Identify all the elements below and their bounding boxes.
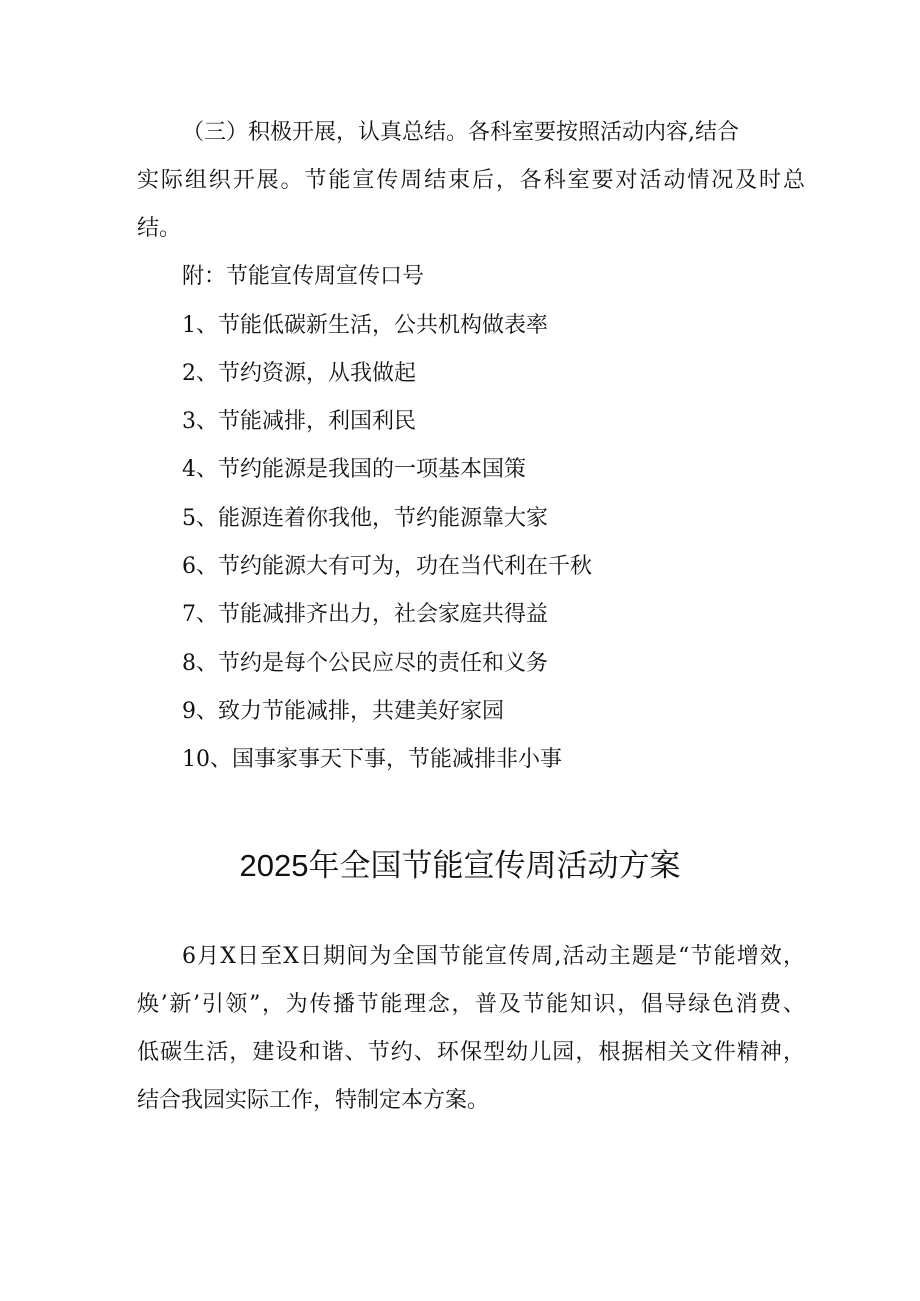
slogan-item: 1、节能低碳新生活，公共机构做表率 — [182, 313, 548, 338]
intro-line-1: 6月X日至X日期间为全国节能宣传周,活动主题是“节能增效， — [182, 944, 805, 969]
slogan-item: 2、节约资源，从我做起 — [182, 361, 416, 386]
slogan-item: 8、节约是每个公民应尽的责任和义务 — [182, 651, 548, 676]
slogan-item: 4、节约能源是我国的一项基本国策 — [182, 457, 526, 482]
intro-line-3: 低碳生活，建设和谐、节约、环保型幼儿园，根据相关文件精神， — [137, 1040, 805, 1065]
section3-line-3: 结。 — [137, 216, 182, 241]
intro-line-4: 结合我园实际工作，特制定本方案。 — [137, 1088, 490, 1113]
slogan-item: 10、国事家事天下事，节能减排非小事 — [182, 747, 562, 772]
slogan-item: 3、节能减排，利国利民 — [182, 409, 416, 434]
slogan-item: 7、节能减排齐出力，社会家庭共得益 — [182, 602, 548, 627]
appendix-heading: 附：节能宣传周宣传口号 — [182, 264, 425, 289]
slogan-item: 5、能源连着你我他，节约能源靠大家 — [182, 506, 548, 531]
document-title: 2025年全国节能宣传周活动方案 — [239, 848, 681, 883]
slogan-item: 9、致力节能减排，共建美好家园 — [182, 699, 504, 724]
section3-line-1: （三）积极开展，认真总结。各科室要按照活动内容,结合 — [182, 120, 739, 145]
slogan-item: 6、节约能源大有可为，功在当代利在千秋 — [182, 554, 592, 579]
intro-line-2: 焕’新’引领”，为传播节能理念，普及节能知识，倡导绿色消费、 — [137, 992, 805, 1017]
section3-line-2: 实际组织开展。节能宣传周结束后，各科室要对活动情况及时总 — [137, 168, 805, 193]
